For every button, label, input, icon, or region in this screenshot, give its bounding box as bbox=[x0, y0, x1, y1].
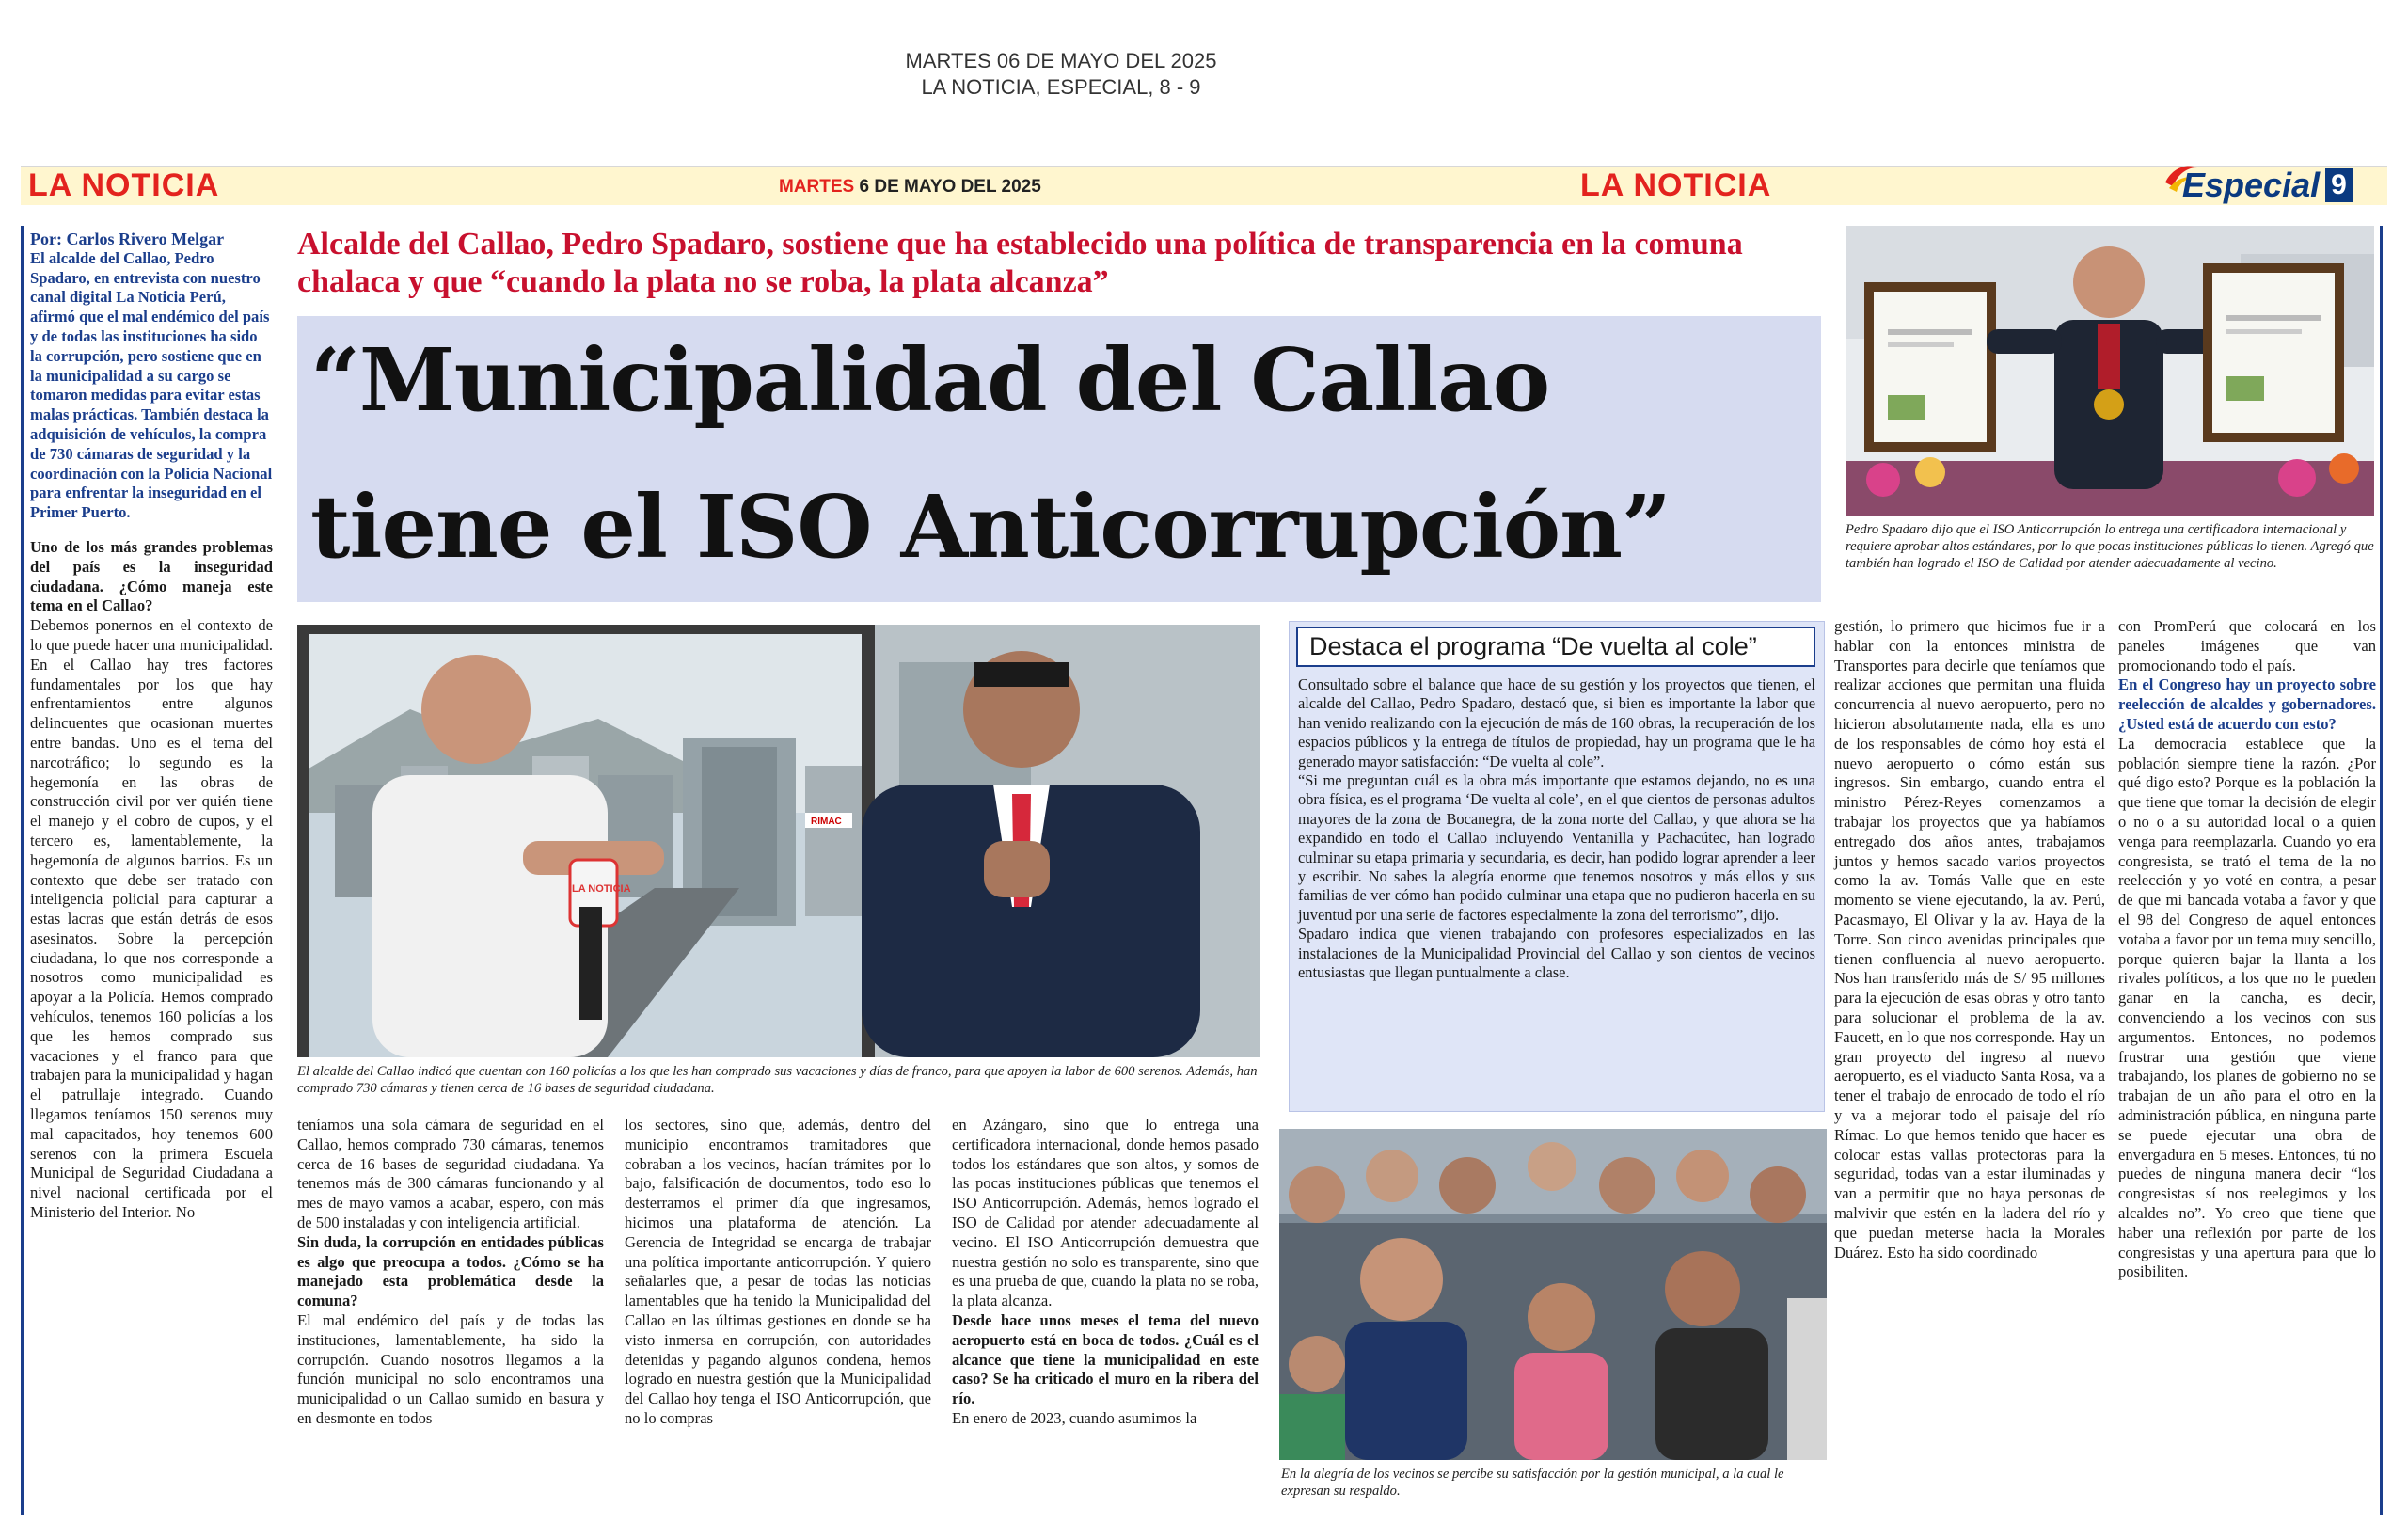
masthead-right-name: LA NOTICIA bbox=[1580, 167, 1772, 203]
answer-3-part-2: gestión, lo primero que hicimos fue ir a hablar con la entonces ministra de Transportes para decirle que teníamos que realizar acciones que permitan una fluida concurrencia al nuevo aeropuerto, pero no hicieron absolutamente nada, ella es uno de los responsables de cómo hoy está el nuevo aeropuerto o cómo están sus ingresos. Sin embargo, cuando entra el ministro Pérez-Reyes comenzamos a trabajar los proyectos que ya habíamos entregado dos años antes, trabajamos juntos y hemos sacado varios proyectos como la av. Tomás Valle que en este momento se viene ejecutando, la av. Perú, Pacasmayo, El Olivar y la av. Haya de la Torre. Son cinco avenidas principales que tienen confluencia al nuevo aeropuerto. Nos han transferido más de S/ 95 millones para la ejecución de esas obras y otro tanto para solucionar el problema de la av. Faucett, en lo que nos corresponde. Hay un gran proyecto del ingreso al nuevo aeropuerto, es el viaducto Santa Rosa, va a tener el trabajo de enrocado de todo el río y va a mejorar todo el paisaje del río Rímac. Lo que hemos tenido que hacer es colocar estas vallas protectoras para la seguridad, todas van a estar iluminadas y van a permitir que no haya personas de malvivir que estén en la ladera del río y que puedan meterse hacia la Morales Duárez. Esto ha sido coordinado bbox=[1834, 617, 2105, 1261]
masthead-date-weekday: MARTES bbox=[779, 177, 855, 197]
certificate-photo-image bbox=[1846, 226, 2374, 516]
question-1: Uno de los más grandes problemas del país es la inseguridad ciudadana. ¿Cómo maneja este tema en el Callao? bbox=[30, 537, 273, 615]
kicker: Alcalde del Callao, Pedro Spadaro, sostiene que ha establecido una política de transparencia en la comuna chalaca y que “cuando la plata no se roba, la plata alcanza” bbox=[297, 227, 1743, 299]
sidebar-paragraph-2: “Si me preguntan cuál es la obra más importante que estamos dejando, no es una obra física, es el programa ‘De vuelta al cole’, en el que cientos de personas adultos mayores de la zona de Bocanegra, de la zona norte del Callao, y que ahora se ha expandido en todo el Callao incluyendo Ventanilla y Pachacútec, han logrado culminar su etapa primaria y secundaria, es decir, han podido lograr aprender a leer y escribir. No sabes la alegría enorme que tenemos nosotros y más ellos y sus familias de ver cómo han podido culminar una etapa que no pudieron hacerla en su juventud por una serie de factores especialmente la zona del terrorismo”, dijo. bbox=[1298, 771, 1815, 924]
answer-4: La democracia establece que la población siempre tiene la razón. ¿Por qué digo esto? Porque es la población la que tiene que tomar la decisión de elegir o no o a su autoridad local o a quien venga para reemplazarla. Cuando yo era congresista, se trató el tema de la no reelección y yo voté en contra, a pesar de que mi bancada votaba a favor y que el 98 del Congreso de aquel entonces votaba a favor por un tema muy sencillo, porque quieren bajar la llanta a los rivales políticos, a los que no le pueden ganar en la cancha, es decir, convenciendo a los vecinos con sus argumentos. Entonces, no podemos frustrar una gestión que viene trabajando, los planes de gobierno no se trabajan de un año para el otro en la administración pública, en ninguna parte se puede ejecutar una obra de envergadura en 5 meses. Entonces, tú no puedes de ninguna manera decir “los congresistas sí nos reelegimos y los alcaldes no”. Yo creo que tiene que haber una reflexión por parte de los congresistas y una apertura para que lo posibiliten. bbox=[2118, 734, 2376, 1281]
question-3: Desde hace unos meses el tema del nuevo aeropuerto está en boca de todos. ¿Cuál es el alcance que tiene la municipalidad en este caso? Se ha criticado el muro en la ribera del río. bbox=[952, 1310, 1259, 1408]
headline-line-2: tiene el ISO Anticorrupción” bbox=[310, 476, 1671, 578]
page-number: 9 bbox=[2325, 168, 2353, 202]
question-2: Sin duda, la corrupción en entidades públicas es algo que preocupa a todos. ¿Cómo se ha manejado esta problemática desde la comuna? bbox=[297, 1232, 604, 1310]
header-source-line: LA NOTICIA, ESPECIAL, 8 - 9 bbox=[921, 75, 1201, 99]
mic-label: LA NOTICIA bbox=[572, 883, 631, 895]
column-3 bbox=[625, 1116, 931, 1429]
left-column bbox=[30, 230, 273, 1223]
crowd-photo bbox=[1279, 1129, 1827, 1460]
sidebar-body bbox=[1298, 675, 1815, 983]
answer-2-part-2: los sectores, sino que, además, dentro del municipio encontramos tramitadores que cobraban a los vecinos, hacían trámites por lo bajo, falsificación de documentos, todo eso lo desterramos el primer día que ingresamos, hicimos una plataforma de atención. La Gerencia de Integridad se encarga de trabajar una política importante anticorrupción. Y quiero señalarles que, a pesar de todas las noticias lamentables que ha tenido la Municipalidad del Callao en las últimas gestiones en donde se ha visto inmersa en corrupción, con autoridades detenidas y pagando algunos condena, hemos logrado en nuestra gestión que la Municipalidad del Callao hoy tenga el ISO Anticorrupción, que no lo compras bbox=[625, 1116, 931, 1427]
crowd-caption: En la alegría de los vecinos se percibe su satisfacción por la gestión municipal, a la cual le expresan su respaldo. bbox=[1281, 1467, 1784, 1499]
answer-2-part-1: El mal endémico del país y de todas las instituciones, lamentablemente, ha sido la corrupción. Cuando nosotros llegamos a la función municipal no solo encontramos una municipalidad o un Callao sumido en basura y en desmonte en todos bbox=[297, 1310, 604, 1427]
lede: El alcalde del Callao, Pedro Spadaro, en entrevista con nuestro canal digital La Noticia Perú, afirmó que el mal endémico del país y de todas las instituciones ha sido la corrupción, pero sostiene que en la municipalidad a su cargo se tomaron medidas para evitar estas malas prácticas. También destaca la adquisición de vehículos, la compra de 730 cámaras de seguridad y la coordinación con la Policía Nacional para enfrentar la inseguridad en el Primer Puerto. bbox=[30, 248, 273, 522]
sidebar-title: Destaca el programa “De vuelta al cole” bbox=[1296, 627, 1815, 667]
headline bbox=[310, 331, 1815, 576]
building-sign: RIMAC bbox=[811, 817, 842, 827]
header-date-line: MARTES 06 DE MAYO DEL 2025 bbox=[905, 49, 1217, 72]
byline: Por: Carlos Rivero Melgar bbox=[30, 230, 225, 248]
column-6 bbox=[2118, 617, 2376, 1282]
column-5 bbox=[1834, 617, 2105, 1262]
sidebar-paragraph-3: Spadaro indica que vienen trabajando con profesores especializados en las instalaciones de la Municipalidad Provincial del Callao y son cientos de vecinos entusiastas que llegan puntualmente a clase. bbox=[1298, 925, 1815, 982]
section-label: Especial bbox=[2182, 166, 2321, 204]
masthead-date-rest: 6 DE MAYO DEL 2025 bbox=[859, 177, 1041, 197]
masthead-date bbox=[779, 177, 1041, 198]
headline-line-1: “Municipalidad del Callao bbox=[310, 329, 1550, 431]
answer-3-part-3: con PromPerú que colocará en los paneles imágenes que van promocionando todo el país. bbox=[2118, 617, 2376, 674]
certificate-photo bbox=[1846, 226, 2374, 516]
right-blue-rule bbox=[2380, 226, 2383, 1515]
answer-1-part-2: teníamos una sola cámara de seguridad en el Callao, hemos comprado 730 cámaras, tenemos cerca de 16 bases de seguridad ciudadana. Ya tenemos más de 300 cámaras funcionando y al mes de mayo vamos a acabar, espero, con más de 500 instaladas y con inteligencia artificial. bbox=[297, 1116, 604, 1231]
column-2 bbox=[297, 1116, 604, 1429]
answer-1-part-1: Debemos ponernos en el contexto de lo que puede hacer una municipalidad. En el Callao hay tres factores fundamentales por los que hay enfrentamientos entre algunos delincuentes que ocasionan muertes entre bandas. Uno es el tema del narcotráfico; lo segundo es la hegemonía en las obras de construcción civil por ver quién tiene el manejo y el cobro de cupos, y el tercero es, lamentablemente, la hegemonía de algunos barrios. Es un contexto que debe ser tratado con inteligencia policial para capturar a estas lacras que están detrás de esos asesinatos. Sobre la percepción ciudadana, lo que nos corresponde a nosotros como municipalidad es apoyar a la Policía. Hemos comprado vehículos, tenemos 160 policías a los que les hemos comprado sus vacaciones y el franco para que trabajen para la municipalidad y hagan el patrullaje integrado. Cuando llegamos teníamos 150 serenos muy mal capacitados, hoy tenemos 600 serenos con la primera Escuela Municipal de Seguridad Ciudadana a nivel nacional certificada por el Ministerio del Interior. No bbox=[30, 616, 273, 1222]
masthead-band bbox=[21, 166, 2387, 205]
interview-photo bbox=[297, 625, 1260, 1057]
masthead-left-name: LA NOTICIA bbox=[28, 167, 220, 203]
left-blue-rule bbox=[21, 226, 24, 1515]
sidebar-paragraph-1: Consultado sobre el balance que hace de su gestión y los proyectos que tienen, el alcalde del Callao, Pedro Spadaro, destacó que, si bien es importante la labor que han venido realizando con la ejecución de más de 160 obras, la recuperación de los espacios públicos y la entrega de títulos de propiedad, hay un programa que le ha generado mayor satisfacción: “De vuelta al cole”. bbox=[1298, 675, 1815, 770]
answer-2-part-3: en Azángaro, sino que lo entrega una certificadora internacional, donde hemos pasado todos los estándares que son altos, y somos de las pocas instituciones públicas que tenemos el ISO Anticorrupción. Además, hemos logrado el ISO de Calidad por atender adecuadamente al vecino. El ISO Anticorrupción demuestra que nuestra gestión no solo es transparente, sino que es una prueba de que, cuando la plata no se roba, la plata alcanza. bbox=[952, 1116, 1259, 1310]
section-tag bbox=[2182, 166, 2353, 205]
crowd-photo-image bbox=[1279, 1129, 1827, 1460]
interview-photo-image bbox=[297, 625, 1260, 1057]
interview-caption: El alcalde del Callao indicó que cuentan con 160 policías a los que les han comprado sus vacaciones y días de franco, para que apoyen la labor de 600 serenos. Además, han comprado 730 cámaras y tienen cerca de 16 bases de seguridad ciudadana. bbox=[297, 1064, 1258, 1096]
question-4: En el Congreso hay un proyecto sobre reelección de alcaldes y gobernadores. ¿Usted está de acuerdo con esto? bbox=[2118, 675, 2376, 733]
answer-3-part-1: En enero de 2023, cuando asumimos la bbox=[952, 1408, 1197, 1427]
certificate-caption: Pedro Spadaro dijo que el ISO Anticorrupción lo entrega una certificadora internacional y requiere aprobar altos estándares, por lo que pocas instituciones públicas lo tienen. Agregó que también han logrado el ISO de Calidad por atender adecuadamente al vecino. bbox=[1846, 522, 2374, 571]
column-4 bbox=[952, 1116, 1259, 1429]
